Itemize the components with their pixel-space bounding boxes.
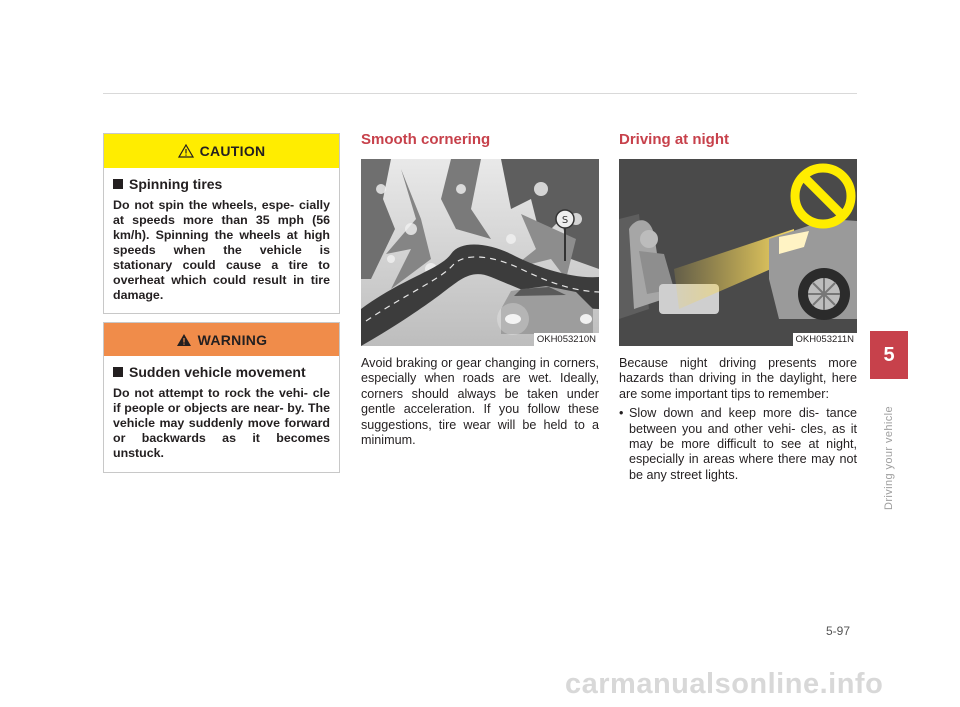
cornering-text: Avoid braking or gear changing in corners, especially when roads are wet. Ideally, corners should always be taken under gentle acceleration. If you follow these suggestions, tire wear will be held to a minimum. (361, 356, 599, 448)
warning-header (104, 323, 339, 356)
night-title: Driving at night (619, 131, 729, 148)
square-bullet-icon (113, 367, 123, 377)
caution-header (104, 134, 339, 168)
svg-text:S: S (561, 215, 569, 226)
night-text (619, 356, 857, 483)
caution-text: Do not spin the wheels, espe- cially at speeds more than 35 mph (56 km/h). Spinning the wheels at high speeds when the vehicle is stationary could cause a tire to overheat which could result in tire damage. (113, 198, 330, 302)
warning-text: Do not attempt to rock the vehi- cle if people or objects are near- by. The vehicle may suddenly move forward or backwards as it becomes unstuck. (113, 386, 330, 460)
warning-triangle-icon (178, 144, 194, 158)
square-bullet-icon (113, 179, 123, 189)
chapter-label: Driving your vehicle (883, 406, 895, 510)
watermark: carmanualsonline.info (565, 668, 884, 700)
bullet-marker: • (619, 406, 624, 421)
night-illustration (619, 159, 857, 346)
caution-heading: Spinning tires (113, 176, 330, 192)
warning-triangle-icon (176, 333, 192, 347)
page-number: 5-97 (826, 624, 851, 638)
cornering-image-code: OKH053210N (534, 333, 599, 346)
bullet-text: Slow down and keep more dis- tance between you and other vehi- cles, as it may be more difficult to see at night, especially in areas where there may not be any street lights. (629, 406, 857, 482)
caution-title: CAUTION (199, 143, 266, 159)
chapter-tab: 5 (870, 331, 908, 379)
warning-title: WARNING (197, 331, 268, 348)
cornering-illustration (361, 159, 599, 346)
winding-road-image (361, 159, 599, 346)
night-intro: Because night driving presents more hazards than driving in the daylight, here are some important tips to remember: (619, 356, 857, 401)
warning-box (103, 322, 340, 473)
caution-box (103, 133, 340, 314)
top-rule (103, 93, 857, 94)
cornering-title: Smooth cornering (361, 131, 491, 148)
list-item (619, 406, 857, 483)
warning-heading: Sudden vehicle movement (113, 364, 330, 380)
night-image-code: OKH053211N (793, 333, 857, 346)
night-driving-image (619, 159, 857, 346)
